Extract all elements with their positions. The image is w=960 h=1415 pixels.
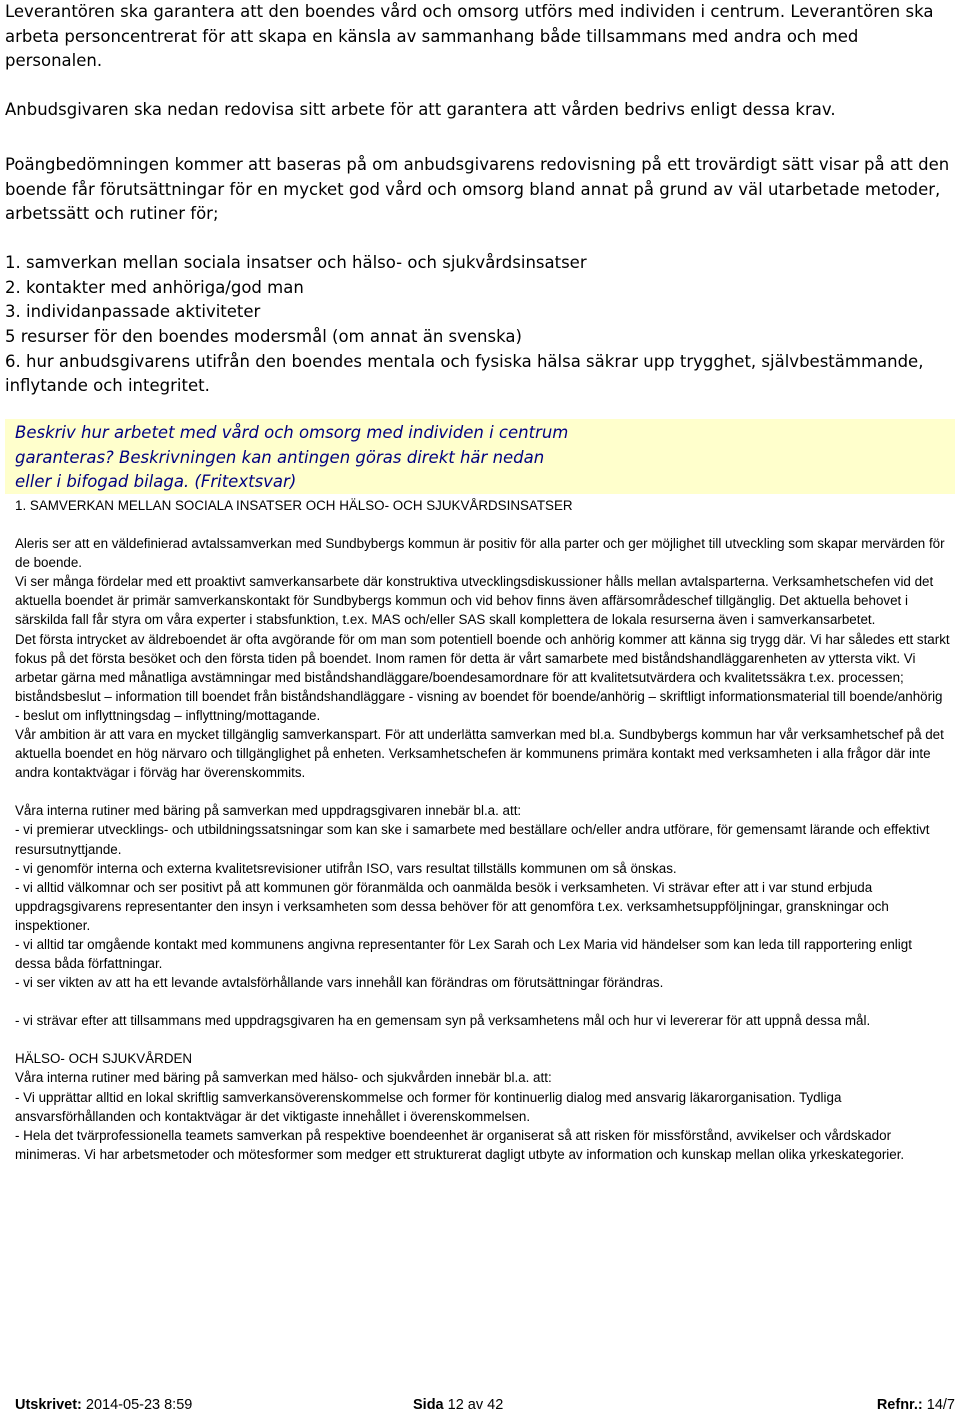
- answer-text-area: [15, 496, 950, 1164]
- intro-paragraph-3: Poängbedömningen kommer att baseras på om anbudsgivarens redovisning på ett trovärdigt sätt visar på att den boende får förutsättningar för en mycket god vård och omsorg bland annat på grund av väl utarbetade metoder, arbetssätt och rutiner för;: [5, 154, 950, 224]
- printed-value: 2014-05-23 8:59: [81, 1397, 193, 1413]
- answer-paragraph: Våra interna rutiner med bäring på samverkan med uppdragsgivaren innebär bl.a. att: - vi premierar utvecklings- och utbildningssatsningar som kan ske i samarbete med beställare och/eller andra utförare, för gemensamt lärande och effektivt resursutnyttjande. - vi genomför interna och externa kvalitetsrevisioner utifrån ISO, vars resultat tillställs kommunen om så önskas. - vi alltid välkomnar och ser positivt på att kommunen gör föranmälda och oanmälda besök i verksamheten. Vi strävar efter att i var stund erbjuda uppdragsgivarens representanter den insyn i verksamheten som dessa behöver för att genomföra t.ex. verksamhetsuppföljningar, granskningar och inspektioner. - vi alltid tar omgående kontakt med kommunens angivna representanter för Lex Sarah och Lex Maria vid händelser som kan leda till rapportering enligt dessa båda författningar. - vi ser vikten av att ha ett levande avtalsförhållande vars innehåll kan förändras om förutsättningar förändras.: [15, 803, 930, 991]
- intro-paragraph-1: Leverantören ska garantera att den boendes vård och omsorg utförs med individen i centrum. Leverantören ska arbeta personcentrerat för att skapa en känsla av sammanhang både tillsammans med andra och med personalen.: [5, 2, 934, 71]
- question-box: [5, 419, 955, 494]
- reference-number: [877, 1395, 955, 1415]
- criteria-item: 6. hur anbudsgivarens utifrån den boendes mentala och fysiska hälsa säkrar upp trygghet, självbestämmande, inflytande och integritet.: [5, 351, 924, 396]
- criteria-item: 3. individanpassade aktiviteter: [5, 302, 261, 322]
- criteria-list: [5, 251, 955, 399]
- printed-date: [15, 1395, 192, 1415]
- question-text: Beskriv hur arbetet med vård och omsorg med individen i centrum garanteras? Beskrivningen kan antingen göras direkt här nedan eller i bifogad bilaga. (Fritextsvar): [15, 423, 569, 491]
- criteria-item: 1. samverkan mellan sociala insatser och hälso- och sjukvårdsinsatser: [5, 252, 587, 272]
- answer-paragraph: Aleris ser att en väldefinierad avtalssamverkan med Sundbybergs kommun är positiv för alla parter och ger möjlighet till utveckling som skapar mervärden för de boende. Vi ser många fördelar med ett proaktivt samverkansarbete där konstruktiva utvecklingsdiskussioner hålls mellan avtalsparterna. Verksamhetschefen vid det aktuella boendet är primär samverkanskontakt för Sundbybergs kommun och vid behov finns även affärsområdeschef tillgänglig. Det aktuella behovet i särskilda fall får styra om våra experter i stabsfunktion, t.ex. MAS och/eller SAS skall komplettera de lokala resurserna även i samverkansarbetet. Det första intrycket av äldreboendet är ofta avgörande för om man som potentiell boende och anhörig kommer att känna sig trygg där. Vi har således ett starkt fokus på det första besöket och den första tiden på boendet. Inom ramen för detta är vårt samarbete med biståndshandläggarenheten av yttersta vikt. Vi arbetar gärna med månatliga avstämningar med biståndshandläggare/boendesamordnare för att kvalitetsutvärdera och kvalitetssäkra t.ex. processen; biståndsbeslut – information till boendet från biståndshandläggare - visning av boendet för boende/anhörig – skriftligt informationsmaterial till boende/anhörig - beslut om inflyttningsdag – inflyttning/mottagande. Vår ambition är att vara en mycket tillgänglig samverkanspart. För att underlätta samverkan med bl.a. Sundbybergs kommun har vår verksamhetschef på det aktuella boendet en hög närvaro och tillgänglighet på enheten. Verksamhetschefen är kommunens primära kontakt med verksamheten i alla frågor där inte andra kontaktvägar i förväg har överenskommits.: [15, 536, 950, 781]
- page-value: 12 av 42: [443, 1397, 504, 1413]
- answer-paragraph: - vi strävar efter att tillsammans med uppdragsgivaren ha en gemensam syn på verksamhetens mål och hur vi levererar för att uppnå dessa mål.: [15, 1013, 871, 1029]
- ref-value: 14/7: [922, 1397, 955, 1413]
- printed-label: Utskrivet:: [15, 1397, 82, 1413]
- answer-heading: 1. SAMVERKAN MELLAN SOCIALA INSATSER OCH HÄLSO- OCH SJUKVÅRDSINSATSER: [15, 498, 573, 513]
- criteria-item: 2. kontakter med anhöriga/god man: [5, 277, 304, 297]
- page-number: [413, 1395, 503, 1415]
- ref-label: Refnr.:: [876, 1397, 923, 1413]
- page-footer: [15, 1395, 955, 1415]
- intro-paragraph-2: Anbudsgivaren ska nedan redovisa sitt arbete för att garantera att vården bedrivs enligt dessa krav.: [5, 100, 836, 120]
- answer-paragraph: HÄLSO- OCH SJUKVÅRDEN Våra interna rutiner med bäring på samverkan med hälso- och sjukvården innebär bl.a. att: - Vi upprättar alltid en lokal skriftlig samverkansöverenskommelse och former för kontinuerlig dialog med ansvarig läkarorganisation. Tydliga ansvarsförhållanden och kontaktvägar är det viktigaste innehållet i överenskommelsen. - Hela det tvärprofessionella teamets samverkan på respektive boendeenhet är organiserat så att risken för missförstånd, avvikelser och vårdskador minimeras. Vi har arbetsmetoder och mötesformer som medger ett strukturerat dagligt utbyte av information och kunskap mellan olika yrkeskategorier.: [15, 1051, 905, 1162]
- page-label: Sida: [413, 1397, 444, 1413]
- intro-section: [5, 0, 955, 399]
- criteria-item: 5 resurser för den boendes modersmål (om annat än svenska): [5, 327, 522, 347]
